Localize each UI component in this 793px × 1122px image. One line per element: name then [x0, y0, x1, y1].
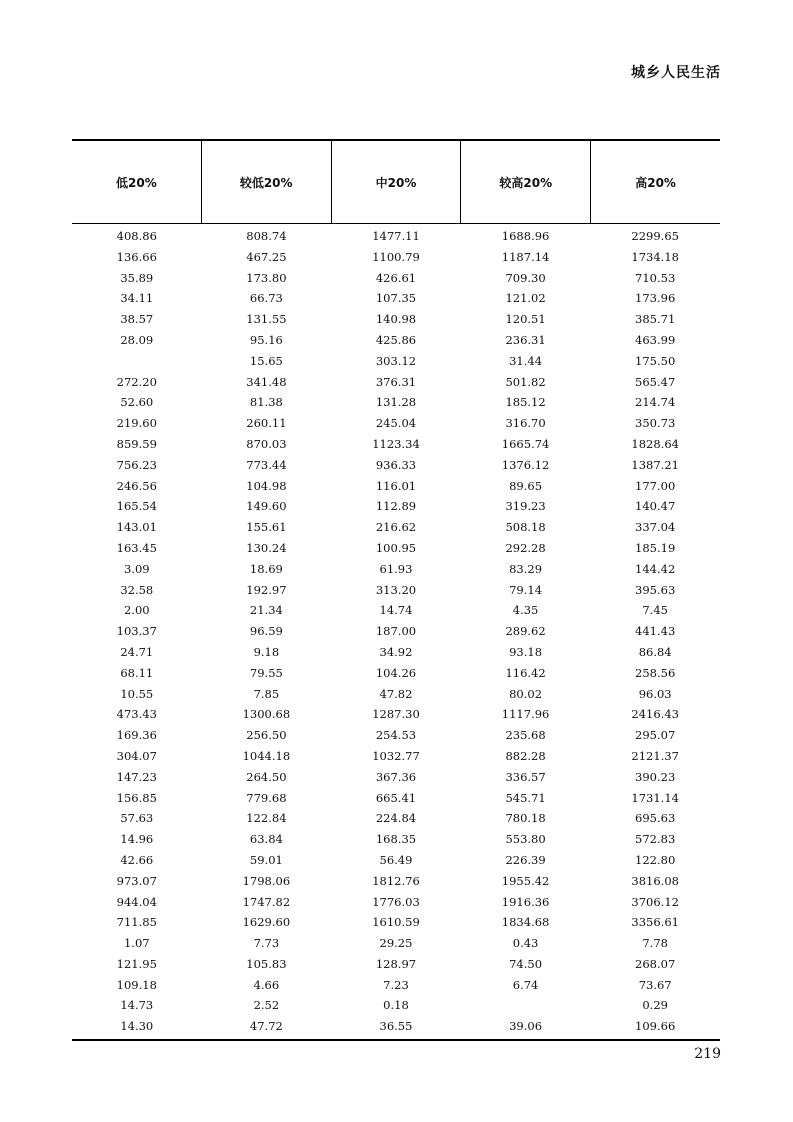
table-cell: 870.03 [246, 436, 287, 451]
table-cell [72, 351, 202, 372]
table-row [72, 288, 720, 309]
table-cell: 14.30 [120, 1019, 154, 1034]
table-cell: 140.98 [375, 312, 417, 327]
table-cell: 773.44 [246, 457, 287, 472]
table-cell: 156.85 [116, 790, 157, 805]
table-row [72, 850, 720, 871]
table-cell: 177.00 [635, 478, 676, 493]
table-cell: 2.00 [123, 603, 150, 618]
table-row [72, 871, 720, 892]
table-cell: 337.04 [635, 520, 676, 535]
table-cell: 36.55 [379, 1019, 413, 1034]
table-cell: 149.60 [246, 499, 287, 514]
table-cell: 14.74 [379, 603, 413, 618]
table-row [72, 829, 720, 850]
table-row [72, 476, 720, 497]
table-cell: 56.49 [379, 852, 413, 867]
table-cell: 187.00 [375, 624, 417, 639]
table-cell: 367.36 [375, 769, 417, 784]
table-cell: 1916.36 [501, 894, 550, 909]
table-cell: 1665.74 [501, 436, 550, 451]
table-cell: 121.95 [116, 956, 157, 971]
table-cell: 292.28 [505, 540, 546, 555]
table-cell: 553.80 [505, 832, 546, 847]
table-cell: 1734.18 [631, 249, 679, 264]
table-cell: 710.53 [635, 270, 676, 285]
table-cell: 303.12 [375, 353, 417, 368]
table-row [72, 1016, 720, 1037]
table-cell: 103.37 [116, 624, 157, 639]
table-cell: 1300.68 [242, 707, 291, 722]
table-cell: 256.50 [246, 728, 287, 743]
table-cell: 304.07 [116, 748, 157, 763]
table-cell: 52.60 [120, 395, 154, 410]
table-cell: 1610.59 [372, 915, 420, 930]
table-cell: 272.20 [116, 374, 157, 389]
table-cell: 313.20 [375, 582, 417, 597]
table-cell: 173.80 [246, 270, 287, 285]
table-cell: 756.23 [116, 457, 157, 472]
table-cell: 144.42 [635, 561, 676, 576]
table-row [72, 372, 720, 393]
table-cell: 808.74 [246, 229, 287, 243]
table-row [72, 746, 720, 767]
table-cell: 28.09 [120, 332, 154, 347]
table-cell: 376.31 [375, 374, 417, 389]
table-cell: 175.50 [635, 353, 676, 368]
table-cell: 973.07 [116, 873, 157, 888]
table-row [72, 247, 720, 268]
table-cell: 1731.14 [631, 790, 679, 805]
table-body [72, 224, 720, 1037]
table-cell: 131.28 [375, 395, 417, 410]
table-cell: 1477.11 [372, 229, 420, 243]
table-cell: 1688.96 [501, 229, 550, 243]
table-cell: 57.63 [120, 811, 154, 826]
table-header-row [72, 141, 720, 224]
table-row [72, 788, 720, 809]
table-cell: 1798.06 [242, 873, 291, 888]
table-row [72, 704, 720, 725]
data-table [72, 139, 720, 1041]
table-cell: 35.89 [120, 270, 154, 285]
table-cell: 1747.82 [242, 894, 291, 909]
table-cell: 86.84 [638, 644, 672, 659]
table-cell: 2299.65 [631, 229, 679, 243]
table-cell: 131.55 [246, 312, 287, 327]
table-cell: 185.19 [635, 540, 676, 555]
table-cell: 24.71 [120, 644, 154, 659]
table-cell: 29.25 [379, 936, 413, 951]
table-cell: 268.07 [635, 956, 676, 971]
table-cell: 128.97 [375, 956, 417, 971]
table-cell: 944.04 [116, 894, 157, 909]
table-cell: 31.44 [509, 353, 543, 368]
table-cell: 107.35 [375, 291, 417, 306]
table-cell [461, 995, 591, 1016]
table-row [72, 892, 720, 913]
table-row [72, 600, 720, 621]
table-cell: 15.65 [249, 353, 283, 368]
table-cell: 39.06 [509, 1019, 543, 1034]
table-cell: 572.83 [635, 832, 676, 847]
table-cell: 936.33 [375, 457, 417, 472]
table-row [72, 912, 720, 933]
table-row [72, 455, 720, 476]
table-cell: 390.23 [635, 769, 676, 784]
page-number: 219 [694, 1046, 721, 1062]
table-cell: 254.53 [375, 728, 417, 743]
table-cell: 1387.21 [631, 457, 679, 472]
table-cell: 336.57 [505, 769, 546, 784]
table-cell: 130.24 [246, 540, 287, 555]
table-cell: 169.36 [116, 728, 157, 743]
column-header-high-20: 高20% [635, 175, 676, 190]
table-cell: 155.61 [246, 520, 287, 535]
table-cell: 112.89 [375, 499, 417, 514]
table-cell: 73.67 [638, 977, 672, 992]
table-row [72, 538, 720, 559]
table-cell: 295.07 [635, 728, 676, 743]
table-cell: 1032.77 [372, 748, 420, 763]
table-row [72, 975, 720, 996]
table-row [72, 642, 720, 663]
table-cell: 14.96 [120, 832, 154, 847]
table-cell: 264.50 [246, 769, 287, 784]
table-row [72, 413, 720, 434]
table-cell: 395.63 [635, 582, 676, 597]
running-header: 城乡人民生活 [631, 65, 721, 81]
table-cell: 3706.12 [631, 894, 679, 909]
table-cell: 7.23 [383, 977, 409, 992]
table-row [72, 351, 720, 372]
table-cell: 96.59 [249, 624, 283, 639]
table-cell: 341.48 [246, 374, 287, 389]
table-cell: 32.58 [120, 582, 154, 597]
table-bottom-rule [72, 1039, 720, 1041]
table-cell: 236.31 [505, 332, 546, 347]
table-cell: 0.43 [512, 936, 539, 951]
table-row [72, 954, 720, 975]
table-cell: 780.18 [505, 811, 546, 826]
column-header-higher-20: 较高20% [461, 141, 591, 223]
table-cell: 59.01 [249, 852, 283, 867]
table-cell: 779.68 [246, 790, 287, 805]
table-cell: 109.66 [635, 1019, 676, 1034]
table-cell: 42.66 [120, 852, 154, 867]
table-row [72, 725, 720, 746]
table-cell: 246.56 [116, 478, 157, 493]
table-cell: 224.84 [375, 811, 417, 826]
table-cell: 226.39 [505, 852, 546, 867]
table-cell: 219.60 [116, 416, 157, 431]
table-cell: 168.35 [375, 832, 417, 847]
table-cell: 408.86 [116, 229, 157, 243]
table-cell: 9.18 [253, 644, 280, 659]
table-cell: 47.72 [249, 1019, 283, 1034]
table-cell: 140.47 [635, 499, 676, 514]
table-cell: 316.70 [505, 416, 546, 431]
table-cell: 1123.34 [372, 436, 420, 451]
table-cell: 258.56 [635, 665, 676, 680]
table-cell: 173.96 [635, 291, 676, 306]
table-cell: 565.47 [635, 374, 676, 389]
table-row [72, 663, 720, 684]
table-cell: 104.98 [246, 478, 287, 493]
table-cell: 385.71 [635, 312, 676, 327]
table-cell: 1287.30 [372, 707, 420, 722]
table-cell: 14.73 [120, 998, 154, 1013]
table-cell: 319.23 [505, 499, 546, 514]
table-cell: 214.74 [635, 395, 676, 410]
table-cell: 38.57 [120, 312, 154, 327]
table-cell: 163.45 [116, 540, 157, 555]
table-cell: 7.73 [253, 936, 280, 951]
table-cell: 109.18 [116, 977, 157, 992]
table-cell: 2416.43 [631, 707, 679, 722]
table-cell: 545.71 [505, 790, 546, 805]
table-cell: 18.69 [249, 561, 283, 576]
column-header-lower-20: 较低20% [202, 141, 332, 223]
table-cell: 245.04 [375, 416, 417, 431]
table-cell: 501.82 [505, 374, 546, 389]
table-cell: 1629.60 [242, 915, 291, 930]
table-cell: 120.51 [505, 312, 546, 327]
table-cell: 7.78 [642, 936, 668, 951]
table-cell: 235.68 [505, 728, 546, 743]
table-cell: 74.50 [509, 956, 543, 971]
table-cell: 185.12 [505, 395, 546, 410]
table-cell: 695.63 [635, 811, 676, 826]
table-row [72, 995, 720, 1016]
table-cell: 104.26 [375, 665, 417, 680]
table-cell: 80.02 [509, 686, 543, 701]
table-cell: 4.66 [253, 977, 280, 992]
table-cell: 83.29 [509, 561, 543, 576]
table-row [72, 684, 720, 705]
column-header-middle-20: 中20% [332, 141, 462, 223]
table-cell: 95.16 [249, 332, 283, 347]
table-cell: 425.86 [375, 332, 417, 347]
table-cell: 1955.42 [501, 873, 550, 888]
table-cell: 105.83 [246, 956, 287, 971]
table-cell: 93.18 [509, 644, 543, 659]
table-cell: 4.35 [512, 603, 539, 618]
table-cell: 89.65 [509, 478, 543, 493]
table-row [72, 226, 720, 247]
table-row [72, 268, 720, 289]
column-header-low-20: 低20% [72, 141, 202, 223]
table-cell: 467.25 [246, 249, 287, 264]
table-row [72, 580, 720, 601]
table-cell: 1834.68 [501, 915, 550, 930]
table-row [72, 767, 720, 788]
table-cell: 859.59 [116, 436, 157, 451]
table-cell: 68.11 [120, 665, 154, 680]
table-cell: 1828.64 [631, 436, 679, 451]
table-cell: 136.66 [116, 249, 157, 264]
table-cell: 122.84 [246, 811, 287, 826]
table-cell: 192.97 [246, 582, 287, 597]
table-row [72, 496, 720, 517]
table-cell: 260.11 [246, 416, 287, 431]
table-cell: 6.74 [512, 977, 539, 992]
table-cell: 61.93 [379, 561, 413, 576]
table-cell: 882.28 [505, 748, 546, 763]
table-cell: 143.01 [116, 520, 157, 535]
table-cell: 711.85 [116, 915, 157, 930]
table-row [72, 434, 720, 455]
table-cell: 47.82 [379, 686, 413, 701]
table-cell: 0.18 [383, 998, 409, 1013]
table-cell: 1187.14 [501, 249, 550, 264]
table-row [72, 933, 720, 954]
table-cell: 147.23 [116, 769, 157, 784]
table-cell: 34.11 [120, 291, 154, 306]
table-row [72, 517, 720, 538]
table-cell: 116.01 [375, 478, 417, 493]
table-row [72, 309, 720, 330]
table-cell: 289.62 [505, 624, 546, 639]
table-row [72, 392, 720, 413]
table-cell: 1812.76 [372, 873, 420, 888]
table-cell: 116.42 [505, 665, 546, 680]
table-cell: 1044.18 [242, 748, 291, 763]
table-cell: 216.62 [375, 520, 417, 535]
table-cell: 79.55 [249, 665, 283, 680]
table-cell: 10.55 [120, 686, 154, 701]
table-cell: 100.95 [375, 540, 417, 555]
table-cell: 34.92 [379, 644, 413, 659]
table-cell: 1117.96 [501, 707, 550, 722]
table-cell: 165.54 [116, 499, 157, 514]
table-cell: 1100.79 [372, 249, 420, 264]
table-cell: 96.03 [638, 686, 672, 701]
table-cell: 122.80 [635, 852, 676, 867]
table-cell: 665.41 [375, 790, 417, 805]
table-cell: 63.84 [249, 832, 283, 847]
table-cell: 7.85 [253, 686, 280, 701]
table-cell: 3816.08 [631, 873, 679, 888]
table-cell: 81.38 [249, 395, 283, 410]
table-cell: 66.73 [249, 291, 283, 306]
table-cell: 2.52 [253, 998, 280, 1013]
table-cell: 121.02 [505, 291, 546, 306]
table-cell: 1376.12 [501, 457, 550, 472]
table-cell: 473.43 [116, 707, 157, 722]
table-cell: 79.14 [509, 582, 543, 597]
table-cell: 0.29 [642, 998, 668, 1013]
table-cell: 1.07 [123, 936, 150, 951]
table-cell: 508.18 [505, 520, 546, 535]
table-cell: 7.45 [642, 603, 668, 618]
table-cell: 709.30 [505, 270, 546, 285]
table-row [72, 330, 720, 351]
table-row [72, 559, 720, 580]
table-cell: 3356.61 [631, 915, 679, 930]
table-row [72, 808, 720, 829]
table-cell: 1776.03 [372, 894, 420, 909]
table-cell: 2121.37 [631, 748, 679, 763]
table-cell: 426.61 [375, 270, 417, 285]
table-cell: 441.43 [635, 624, 676, 639]
table-cell: 21.34 [249, 603, 283, 618]
table-cell: 3.09 [123, 561, 150, 576]
table-row [72, 621, 720, 642]
table-cell: 463.99 [635, 332, 676, 347]
table-cell: 350.73 [635, 416, 676, 431]
